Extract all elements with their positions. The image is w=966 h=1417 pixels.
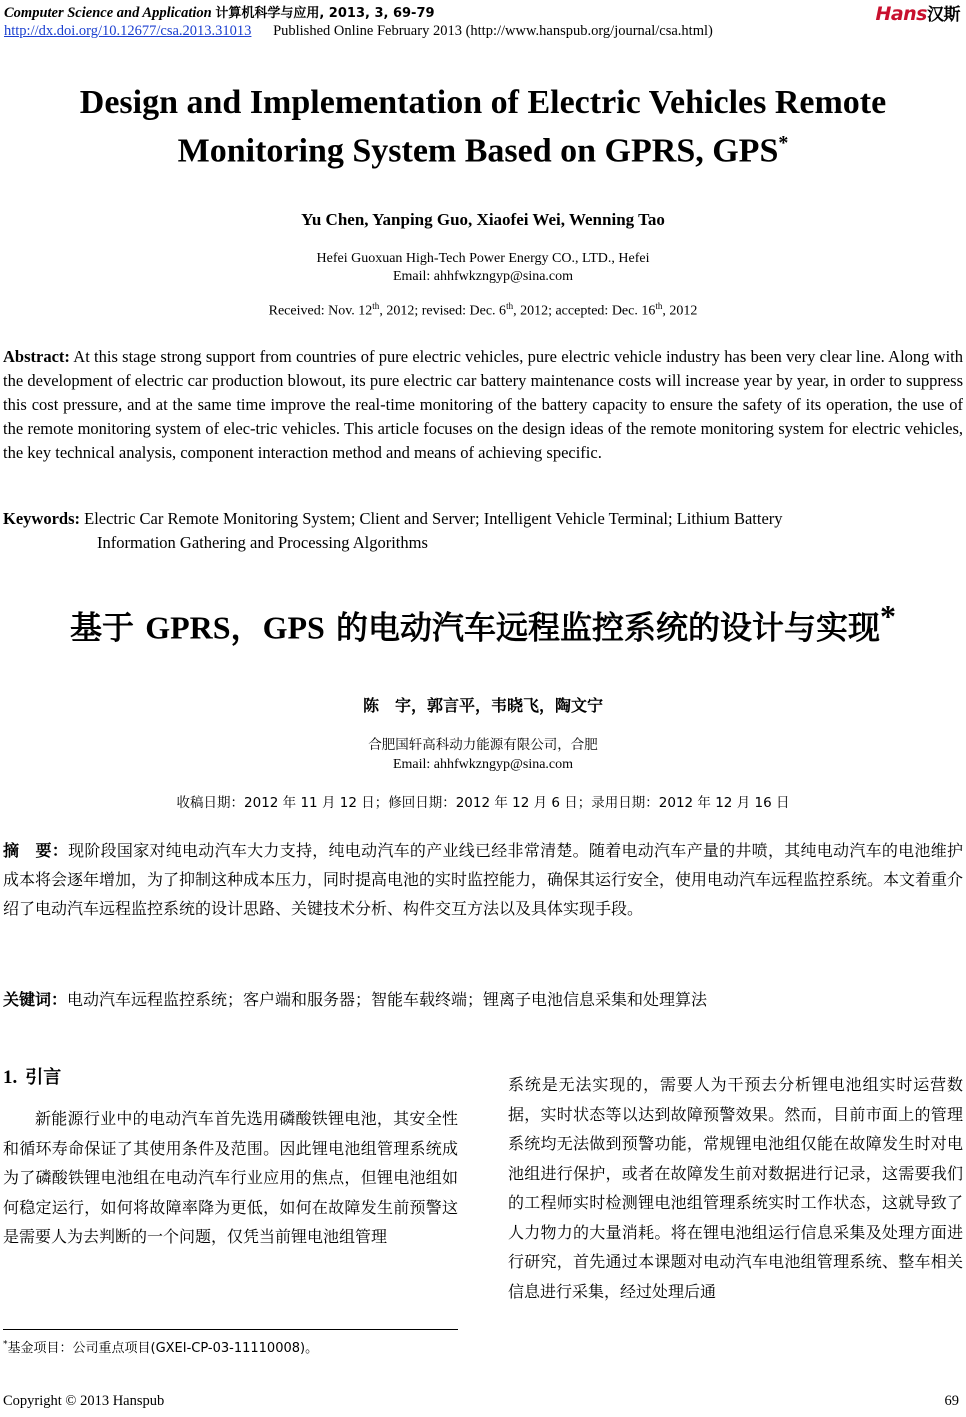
footnote-mark: * [3,1339,8,1350]
keywords-line-1: Electric Car Remote Monitoring System; Client and Server; Intelligent Vehicle Terminal; Lithium Battery [84,509,783,528]
body-right-column: 系统是无法实现的，需要人为干预去分析锂电池组实时运营数据，实时状态等以达到故障预警效果。然而，目前市面上的管理系统均无法做到预警功能，常规锂电池组仅能在故障发生时对电池组进行保护，或者在故障发生前对数据进行记录，这需要我们的工程师实时检测锂电池组管理系统实时工作状态，这就导致了人力物力的大量消耗。将在锂电池组运行信息采集及处理方面进行研究，首先通过本课题对电动汽车电池组管理系统、整车相关信息进行采集，经过处理后通 [508,1075,963,1301]
hans-logo [875,0,960,25]
paper-title [0,82,966,171]
abstract-cn-label: 摘 要： [3,841,69,860]
ordinal-suffix: th [655,301,663,311]
keywords-label: Keywords: [3,509,80,528]
logo-cn: 汉斯 [927,5,960,25]
footnote [3,1337,318,1356]
section-heading [3,1063,61,1089]
accepted-text: , 2012; accepted: Dec. 16 [513,303,656,319]
title-line-2-text: Monitoring System Based on GPRS, GPS [177,132,779,170]
email-cn: Email: ahhfwkzngyp@sina.com [392,757,574,772]
dates-cn: 收稿日期：2012 年 11 月 12 日；修回日期：2012 年 12 月 6 日；录用日期：2012 年 12 月 16 日 [176,795,790,811]
authors-cn: 陈 宇，郭言平，韦晓飞，陶文宁 [362,696,603,715]
email: Email: ahhfwkzngyp@sina.com [392,269,574,284]
journal-name: Computer Science and Application [4,5,212,21]
keywords-cn-label: 关键词： [3,990,68,1009]
received-text: Received: Nov. 12 [268,303,373,319]
paper-title-cn [0,598,966,649]
copyright: Copyright © 2013 Hanspub [3,1393,165,1409]
footnote-text: 基金项目：公司重点项目(GXEI-CP-03-11110008)。 [7,1341,319,1356]
affiliation-cn: 合肥国轩高科动力能源有限公司，合肥 [368,737,598,753]
journal-name-cn: 计算机科学与应用, 2013, 3, 69-79 [215,6,435,21]
abstract-cn [3,836,963,923]
journal-header [4,2,435,22]
ordinal-suffix: th [506,301,514,311]
abstract-text: At this stage strong support from countries of pure electric vehicles, pure electric vehicle industry has been very clear line. Along with the development of electric car production blowout, its pure electric car battery maintenance costs will increase year by year, in order to suppress this cost pressure, and at the same time improve the real-time monitoring of the battery capacity to ensure the safety of its operation, the use of the remote monitoring system of elec-tric vehicles. This article focuses on the design ideas of the remote monitoring system for electric vehicles, the key technical analysis, component interaction method and means of achieving specific. [3,347,964,462]
title-cn-gps: GPS [262,609,325,646]
title-line-1: Design and Implementation of Electric Vehicles Remote [79,84,887,121]
title-cn-comma: ， [230,608,263,647]
received-dates [0,301,966,320]
body-left-column: 新能源行业中的电动汽车首先选用磷酸铁锂电池，其安全性和循环寿命保证了其使用条件及范围。因此锂电池组管理系统成为了磷酸铁锂电池组在电动汽车行业应用的焦点，但锂电池组如何稳定运行，如何将故障率降为更低，如何在故障发生前预警这是需要人为去判断的一个问题，仅凭当前锂电池组管理 [3,1109,458,1246]
title-cn-gprs: GPRS [145,609,231,646]
keywords-cn-text: 电动汽车远程监控系统；客户端和服务器；智能车载终端；锂离子电池信息采集和处理算法 [67,990,708,1009]
logo-latin: Hans [875,3,927,25]
keywords-cn [3,987,963,1010]
keywords-line-2: Information Gathering and Processing Algorithms [97,533,428,552]
doi-line [4,23,713,40]
affiliation: Hefei Guoxuan High-Tech Power Energy CO., LTD., Hefei [316,251,650,266]
title-footnote-mark: * [778,132,789,154]
year-text: , 2012 [662,303,698,319]
revised-text: , 2012; revised: Dec. 6 [379,303,507,319]
authors: Yu Chen, Yanping Guo, Xiaofei Wei, Wenning Tao [301,210,665,229]
published-online: Published Online February 2013 (http://www.hanspub.org/journal/csa.html) [273,23,713,39]
doi-link[interactable]: http://dx.doi.org/10.12677/csa.2013.31013 [4,23,252,39]
abstract-cn-text: 现阶段国家对纯电动汽车大力支持，纯电动汽车的产业线已经非常清楚。随着电动汽车产量的井喷，其纯电动汽车的电池维护成本将会逐年增加，为了抑制这种成本压力，同时提高电池的实时监控能力，确保其运行安全，使用电动汽车远程监控系统。本文着重介绍了电动汽车远程监控系统的设计思路、关键技术分析、构件交互方法以及具体实现手段。 [3,841,964,918]
section-number: 1. [3,1067,18,1088]
title-cn-part: 基于 [70,608,146,647]
keywords [3,507,963,555]
footnote-divider [3,1329,458,1330]
ordinal-suffix: th [372,301,380,311]
abstract-label: Abstract: [3,347,70,366]
section-title: 引言 [25,1067,62,1088]
title-cn-rest: 的电动汽车远程监控系统的设计与实现 [324,608,880,647]
page-number: 69 [944,1393,959,1409]
title-cn-footnote-mark: * [879,598,896,634]
abstract [3,345,963,465]
title-line-2 [0,123,966,171]
